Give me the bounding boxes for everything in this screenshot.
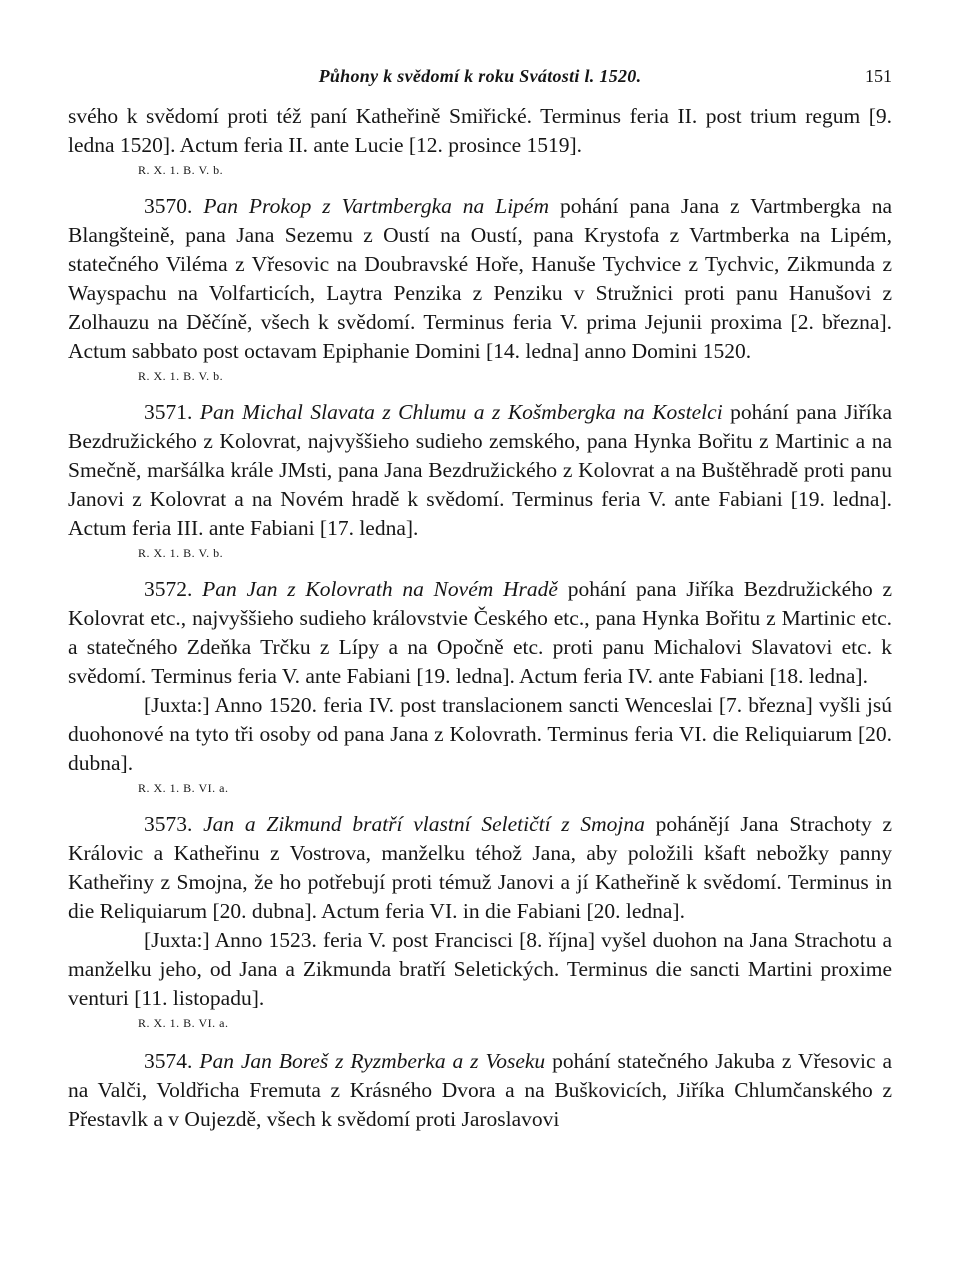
entry-text: pohání statečného Jakuba z Vřesovic a na Valči, Voldřicha Fremuta z Krásného Dvora a na Buškovicích, Jiříka Chlumčanského z Přestavlk a v Oujezdě, všech k svědomí proti Jaroslavovi bbox=[68, 1049, 893, 1131]
entry-party-name: Pan Michal Slavata z Chlumu a z Košmbergka na Kostelci bbox=[199, 400, 723, 424]
page-header bbox=[68, 62, 892, 88]
juxta-note: [Juxta:] Anno 1520. feria IV. post translacionem sancti Wenceslai [7. března] vyšli jsú duohonové na tyto tři osoby od pana Jana z Kolovrath. Terminus feria VI. die Reliquiarum [20. dubna]. bbox=[68, 693, 892, 775]
entry-party-name: Pan Prokop z Vartmbergka na Lipém bbox=[203, 194, 549, 218]
archive-signature: R. X. 1. B. V. b. bbox=[138, 163, 224, 177]
entry-3571 bbox=[68, 398, 892, 543]
juxta-note: [Juxta:] Anno 1523. feria V. post Francisci [8. října] vyšel duohon na Jana Strachotu a manželku jeho, od Jana a Zikmunda bratří Seletických. Terminus die sancti Martini proxime venturi [11. listopadu]. bbox=[68, 928, 892, 1010]
entry-number: 3573. bbox=[144, 812, 193, 836]
entry-text: pohání pana Jiříka Bezdružického z Kolovrat etc., najvyššieho sudieho královstvie Českého etc., pana Hynka Bořitu z Martinic etc. a statečného Zdeňka Trčku z Lípy a na Opočně etc. proti panu Michalovi Slavatovi etc. k svědomí. Terminus feria V. ante Fabiani [19. ledna]. Actum feria IV. ante Fabiani [18. ledna]. bbox=[68, 577, 893, 688]
entry-party-name: Pan Jan z Kolovrath na Novém Hradě bbox=[202, 577, 558, 601]
entry-3572 bbox=[68, 575, 892, 691]
archive-signature: R. X. 1. B. V. b. bbox=[138, 546, 224, 560]
entry-number: 3572. bbox=[144, 577, 193, 601]
entry-party-name: Jan a Zikmund bratří vlastní Seletičtí z Smojna bbox=[203, 812, 645, 836]
page-number: 151 bbox=[865, 66, 892, 86]
entry-number: 3571. bbox=[144, 400, 193, 424]
entry-3573 bbox=[68, 810, 892, 926]
entry-number: 3574. bbox=[144, 1049, 193, 1073]
entry-text: pohání pana Jana z Vartmbergka na Blangšteině, pana Jana Sezemu z Oustí na Oustí, pana Krystofa z Vartmberka na Lipém, statečného Viléma z Vřesovic na Doubravské Hoře, Hanuše Tychvice z Tychvic, Zikmunda z Wayspachu na Volfarticích, Laytra Penzika z Penziku v Stružnici proti panu Hanušovi z Zolhauzu na Děčíně, všech k svědomí. Terminus feria V. prima Jejunii proxima [2. března]. Actum sabbato post octavam Epiphanie Domini [14. ledna] anno Domini 1520. bbox=[68, 194, 892, 363]
running-title: Půhony k svědomí k roku Svátosti l. 1520. bbox=[318, 66, 642, 86]
entry-party-name: Pan Jan Boreš z Ryzmberka a z Voseku bbox=[199, 1049, 546, 1073]
entry-number: 3570. bbox=[144, 194, 193, 218]
archive-signature: R. X. 1. B. VI. a. bbox=[138, 781, 229, 795]
entry-text: pohání pana Jiříka Bezdružického z Kolovrat, najvyššieho sudieho zemského, pana Hynka Bořitu z Martinic a na Smečně, maršálka krále JMsti, pana Jana Bezdružického z Kolovrat a na Buštěhradě proti panu Janovi z Kolovrat a na Novém hradě k svědomí. Terminus feria V. ante Fabiani [19. ledna]. Actum feria III. ante Fabiani [17. ledna]. bbox=[68, 400, 892, 540]
entry-text: pohánějí Jana Strachoty z Královic a Katheřinu z Vostrova, manželku téhož Jana, aby položili kšaft nebožky panny Katheřiny z Smojna, že ho potřebují proti témuž Janovi a jí Katheřině k svědomí. Terminus in die Reliquiarum [20. dubna]. Actum feria VI. in die Fabiani [20. ledna]. bbox=[68, 812, 892, 923]
archive-signature: R. X. 1. B. VI. a. bbox=[138, 1016, 229, 1030]
paragraph-continued: svého k svědomí proti též paní Katheřině Smiřické. Terminus feria II. post trium regum [9. ledna 1520]. Actum feria II. ante Lucie [12. prosince 1519]. bbox=[68, 104, 892, 157]
document-page bbox=[68, 62, 892, 1134]
entry-3574 bbox=[68, 1047, 892, 1134]
archive-signature: R. X. 1. B. V. b. bbox=[138, 369, 224, 383]
entry-3570 bbox=[68, 192, 892, 366]
